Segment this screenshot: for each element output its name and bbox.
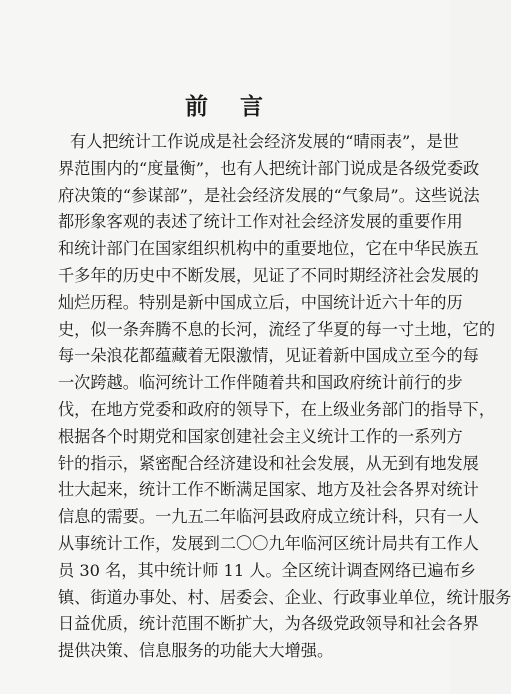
- text-line: 针的指示，紧密配合经济建设和社会发展，从无到有地发展: [58, 453, 479, 473]
- text-line: 府决策的“参谋部”，是社会经济发展的“气象局”。这些说法: [58, 185, 480, 205]
- text-line: 每一朵浪花都蕴藏着无限激情，见证着新中国成立至今的每: [58, 346, 479, 366]
- text-line: 和统计部门在国家组织机构中的重要地位，它在中华民族五: [58, 239, 479, 259]
- title-char-1: 前: [185, 93, 210, 120]
- text-line: 镇、街道办事处、村、居委会、企业、行政事业单位，统计服务: [58, 587, 511, 607]
- text-line: 员 30 名，其中统计师 11 人。全区统计调查网络已遍布乡: [58, 560, 476, 580]
- text-line: 灿烂历程。特别是新中国成立后，中国统计近六十年的历: [58, 292, 463, 312]
- text-line: 一次跨越。临河统计工作伴随着共和国政府统计前行的步: [58, 373, 463, 393]
- text-line: 有人把统计工作说成是社会经济发展的“晴雨表”，是世: [70, 132, 459, 151]
- text-line: 从事统计工作，发展到二〇〇九年临河区统计局共有工作人: [58, 533, 479, 553]
- text-line: 界范围内的“度量衡”，也有人把统计部门说成是各级党委政: [58, 158, 480, 178]
- text-line: 都形象客观的表述了统计工作对社会经济发展的重要作用: [58, 212, 463, 232]
- text-line: 伐，在地方党委和政府的领导下，在上级业务部门的指导下，: [58, 399, 496, 419]
- title-char-2: 言: [240, 93, 265, 120]
- text-line: 史，似一条奔腾不息的长河，流经了华夏的每一寸土地，它的: [58, 319, 496, 339]
- text-line: 千多年的历史中不断发展，见证了不同时期经济社会发展的: [58, 265, 479, 285]
- page-title: [0, 88, 450, 121]
- text-line: 壮大起来，统计工作不断满足国家、地方及社会各界对统计: [58, 480, 479, 500]
- text-line: 日益优质，统计范围不断扩大，为各级党政领导和社会各界: [58, 614, 479, 634]
- preface-paragraph: [58, 129, 511, 665]
- text-line: 根据各个时期党和国家创建社会主义统计工作的一系列方: [58, 426, 463, 446]
- text-line: 提供决策、信息服务的功能大大增强。: [58, 641, 334, 661]
- text-line: 信息的需要。一九五二年临河县政府成立统计科，只有一人: [58, 507, 479, 527]
